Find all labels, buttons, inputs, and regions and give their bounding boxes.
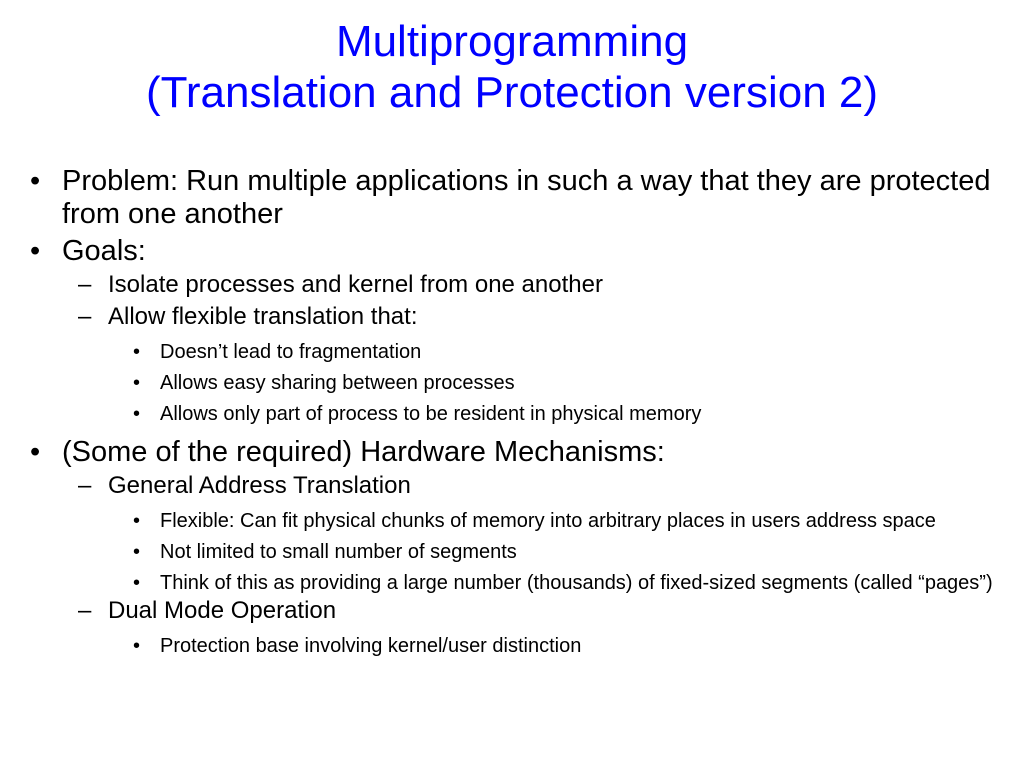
subsubbullet-fragmentation-text: Doesn’t lead to fragmentation — [160, 341, 422, 363]
bullet-marker: • — [133, 403, 141, 425]
subbullet-flexible-translation — [30, 302, 1000, 332]
subbullet-flexible-translation-text: Allow flexible translation that: — [108, 303, 418, 330]
bullet-marker: • — [133, 510, 141, 532]
dash-marker: – — [78, 303, 92, 330]
bullet-marker: • — [133, 541, 141, 563]
bullet-marker: • — [133, 372, 141, 394]
subbullet-dual-mode-text: Dual Mode Operation — [108, 597, 337, 624]
bullet-marker: • — [133, 572, 141, 594]
subbullet-isolate — [30, 270, 1000, 300]
bullet-problem-text: Problem: Run multiple applications in such a way that they are protected from one another — [62, 165, 991, 230]
slide-title-line-2: (Translation and Protection version 2) — [145, 68, 879, 117]
slide-body — [30, 165, 1000, 657]
subbullet-dual-mode — [30, 596, 1000, 626]
bullet-mechanisms-text: (Some of the required) Hardware Mechanisms: — [62, 436, 665, 468]
bullet-marker: • — [30, 165, 41, 197]
dash-marker: – — [78, 597, 92, 624]
bullet-problem — [30, 165, 1000, 231]
bullet-goals-text: Goals: — [62, 235, 146, 267]
subbullet-general-translation — [30, 471, 1000, 501]
bullet-marker: • — [133, 635, 141, 657]
subsubbullet-sharing-text: Allows easy sharing between processes — [160, 372, 515, 394]
bullet-marker: • — [133, 341, 141, 363]
dash-marker: – — [78, 271, 92, 298]
bullet-marker: • — [30, 436, 41, 468]
dash-marker: – — [78, 472, 92, 499]
slide-title — [0, 16, 1024, 118]
subsubbullet-protection-base-text: Protection base involving kernel/user distinction — [160, 635, 582, 657]
subsubbullet-pages — [30, 572, 1000, 594]
subsubbullet-fragmentation — [30, 341, 1000, 363]
subbullet-general-translation-text: General Address Translation — [108, 472, 411, 499]
subsubbullet-protection-base — [30, 635, 1000, 657]
bullet-goals — [30, 235, 1000, 268]
bullet-marker: • — [30, 235, 41, 267]
slide-title-line-1: Multiprogramming — [335, 17, 689, 66]
subsubbullet-pages-text: Think of this as providing a large number (thousands) of fixed-sized segments (called “pages”) — [160, 572, 993, 594]
subsubbullet-resident — [30, 403, 1000, 425]
bullet-mechanisms — [30, 436, 1000, 469]
subsubbullet-segments-text: Not limited to small number of segments — [160, 541, 517, 563]
subbullet-isolate-text: Isolate processes and kernel from one another — [108, 271, 603, 298]
subsubbullet-flexible-chunks-text: Flexible: Can fit physical chunks of memory into arbitrary places in users address space — [160, 510, 936, 532]
subsubbullet-flexible-chunks — [30, 510, 1000, 532]
subsubbullet-segments — [30, 541, 1000, 563]
subsubbullet-sharing — [30, 372, 1000, 394]
subsubbullet-resident-text: Allows only part of process to be resident in physical memory — [160, 403, 702, 425]
